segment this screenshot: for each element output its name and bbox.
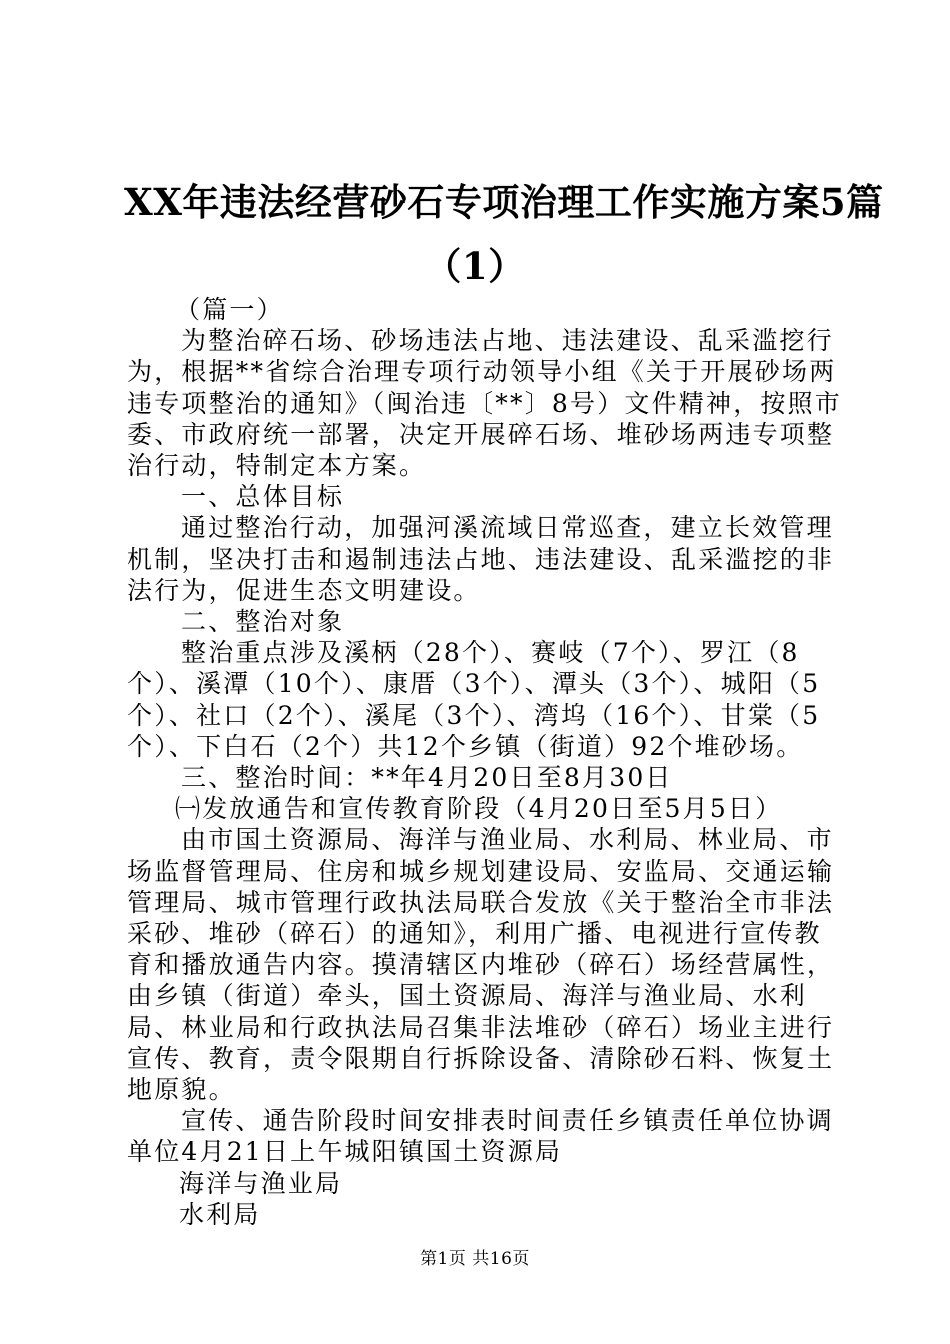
heading-schedule: 三、整治时间：**年4月20日至8月30日 (181, 763, 673, 793)
title-line-1: XX年违法经营砂石专项治理工作实施方案5篇 (124, 180, 884, 224)
paragraph-intro: 为整治碎石场、砂场违法占地、违法建设、乱采滥挖行为，根据**省综合治理专项行动领导小组《关于开展砂场两违专项整治的通知》（闽治违〔**〕8号）文件精神，按照市委、市政府统一部署，决定开展碎石场、堆砂场两违专项整治行动，特制定本方案。 (127, 326, 843, 481)
paragraph-targets: 整治重点涉及溪柄（28个）、赛岐（7个）、罗江（8个）、溪潭（10个）、康厝（3个）、潭头（3个）、城阳（5个）、社口（2个）、溪尾（3个）、湾坞（16个）、甘棠（5个）、下白石（2个）共12个乡镇（街道）92个堆砂场。 (127, 638, 821, 761)
title-line-2: （1） (424, 244, 526, 288)
heading-targets: 二、整治对象 (181, 607, 345, 637)
list-item-water-bureau: 水利局 (179, 1199, 261, 1229)
section-label-part-one: （篇一） (175, 295, 284, 324)
paragraph-overall-goal: 通过整治行动，加强河溪流域日常巡查，建立长效管理机制，坚决打击和遏制违法占地、违法建设、乱采滥挖的非法行为，促进生态文明建设。 (127, 513, 835, 605)
page-footer: 第1页 共16页 (420, 1249, 530, 1269)
subheading-phase-one: ㈠发放通告和宣传教育阶段（4月20日至5月5日） (175, 794, 783, 824)
paragraph-schedule-table: 宣传、通告阶段时间安排表时间责任乡镇责任单位协调单位4月21日上午城阳镇国土资源局 (127, 1106, 834, 1167)
document-body (127, 294, 847, 1230)
paragraph-phase-one: 由市国土资源局、海洋与渔业局、水利局、林业局、市场监督管理局、住房和城乡规划建设局、安监局、交通运输管理局、城市管理行政执法局联合发放《关于整治全市非法采砂、堆砂（碎石）的通知》，利用广播、电视进行宣传教育和播放通告内容。摸清辖区内堆砂（碎石）场经营属性，由乡镇（街道）牵头，国土资源局、海洋与渔业局、水利局、林业局和行政执法局召集非法堆砂（碎石）场业主进行宣传、教育，责令限期自行拆除设备、清除砂石料、恢复土地原貌。 (127, 825, 835, 1105)
heading-overall-goal: 一、总体目标 (181, 482, 345, 512)
document-title (110, 170, 884, 298)
list-item-ocean-fishery: 海洋与渔业局 (179, 1168, 343, 1198)
